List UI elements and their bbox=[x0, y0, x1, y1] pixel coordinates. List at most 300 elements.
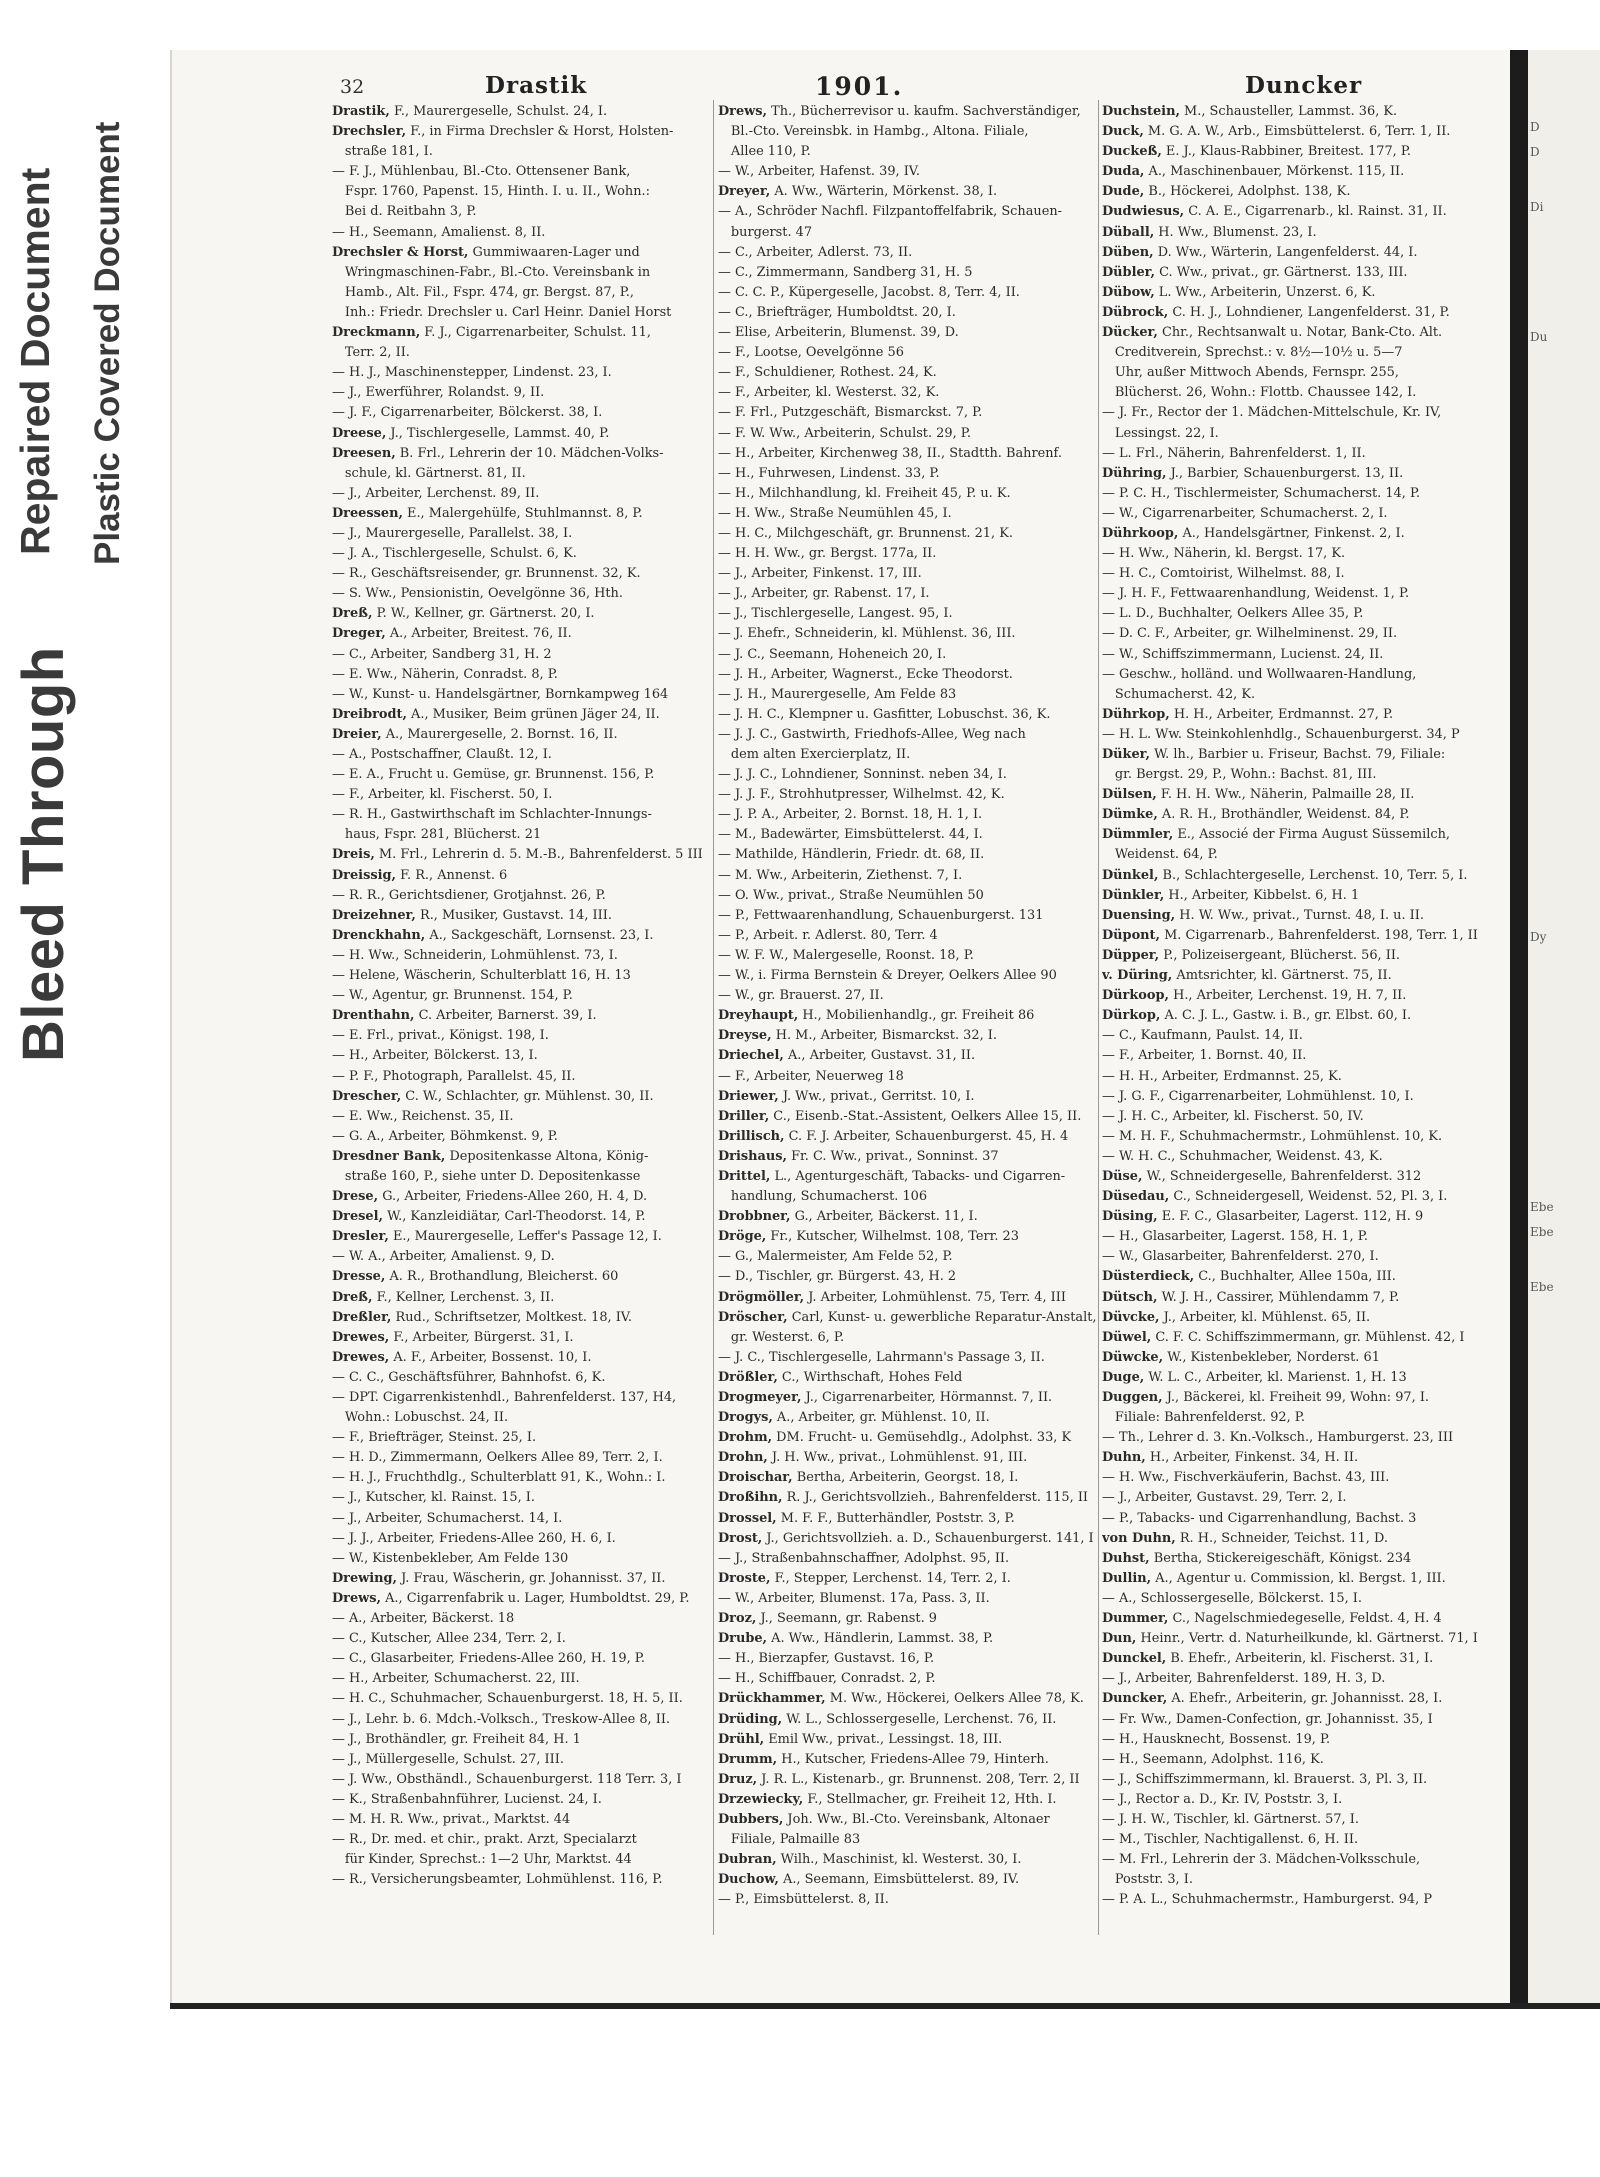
directory-entry: Driechel, A., Arbeiter, Gustavst. 31, II. bbox=[718, 1048, 976, 1064]
entry-surname: Dreyer, bbox=[718, 184, 771, 200]
directory-entry: — J. Ww., Obsthändl., Schauenburgerst. 118 Terr. 3, I bbox=[332, 1771, 682, 1787]
entry-surname: Drößler, bbox=[718, 1369, 778, 1385]
directory-entry: Drechsler, F., in Firma Drechsler & Horst, Holsten- bbox=[332, 124, 674, 140]
directory-entry: Dümmler, E., Associé der Firma August Süssemilch, bbox=[1102, 827, 1450, 843]
entry-surname: Drühl, bbox=[718, 1731, 765, 1747]
entry-surname: Drenckhahn, bbox=[332, 927, 426, 943]
header-left-word: Drastik bbox=[485, 72, 588, 99]
entry-surname: Duckeß, bbox=[1102, 144, 1162, 160]
entry-surname: Dümmler, bbox=[1102, 827, 1174, 843]
directory-entry: — M., Badewärter, Eimsbüttelerst. 44, I. bbox=[718, 827, 983, 843]
entry-surname: Dullin, bbox=[1102, 1570, 1152, 1586]
directory-entry: — W., Kistenbekleber, Am Felde 130 bbox=[332, 1550, 569, 1566]
watermark-bleed-through: Bleed Through bbox=[11, 646, 76, 1062]
entry-surname: Dreizehner, bbox=[332, 907, 416, 923]
directory-entry: — P. A. L., Schuhmachermstr., Hamburgerst. 94, P bbox=[1102, 1892, 1433, 1908]
directory-entry: Dröscher, Carl, Kunst- u. gewerbliche Reparatur-Anstalt, bbox=[718, 1309, 1096, 1325]
directory-entry: Drews, Th., Bücherrevisor u. kaufm. Sachverständiger, bbox=[718, 104, 1081, 119]
entry-surname: von Duhn, bbox=[1102, 1530, 1176, 1546]
entry-surname: Düse, bbox=[1102, 1168, 1143, 1184]
adjacent-page-fragment: Du bbox=[1530, 330, 1548, 344]
directory-entry: — R. R., Gerichtsdiener, Grotjahnst. 26, P. bbox=[332, 887, 606, 903]
directory-entry: Duggen, J., Bäckerei, kl. Freiheit 99, Wohn: 97, I. bbox=[1102, 1390, 1430, 1405]
directory-entry: — P. F., Photograph, Parallelst. 45, II. bbox=[332, 1068, 576, 1084]
directory-entry: straße 160, P., siehe unter D. Depositenkasse bbox=[332, 1168, 641, 1184]
directory-entry: — H. Ww., Schneiderin, Lohmühlenst. 73, I. bbox=[332, 947, 618, 963]
directory-entry: — H. C., Comtoirist, Wilhelmst. 88, I. bbox=[1102, 566, 1345, 582]
directory-entry: — F. Frl., Putzgeschäft, Bismarckst. 7, P. bbox=[718, 405, 983, 421]
directory-entry: — J., Arbeiter, Schumacherst. 14, I. bbox=[332, 1510, 563, 1526]
entry-surname: Duck, bbox=[1102, 124, 1144, 140]
directory-entry: — H. J., Maschinenstepper, Lindenst. 23, I. bbox=[332, 365, 612, 381]
directory-entry: — A., Postschaffner, Claußt. 12, I. bbox=[332, 747, 552, 762]
entry-surname: Dütsch, bbox=[1102, 1289, 1158, 1305]
entry-surname: Dünkel, bbox=[1102, 867, 1159, 883]
directory-entry: Drittel, L., Agenturgeschäft, Tabacks- und Cigarren- bbox=[718, 1168, 1066, 1184]
entry-surname: Duggen, bbox=[1102, 1390, 1163, 1405]
directory-entry: — H. D., Zimmermann, Oelkers Allee 89, Terr. 2, I. bbox=[332, 1450, 663, 1466]
entry-surname: Duchow, bbox=[718, 1872, 779, 1888]
directory-entry: — H., Fuhrwesen, Lindenst. 33, P. bbox=[718, 465, 940, 481]
entry-surname: Drückhammer, bbox=[718, 1691, 826, 1707]
adjacent-page-fragment: D bbox=[1530, 120, 1540, 134]
entry-surname: Drogys, bbox=[718, 1410, 773, 1426]
entry-surname: Düwcke, bbox=[1102, 1349, 1164, 1365]
directory-entry: — F., Briefträger, Steinst. 25, I. bbox=[332, 1430, 537, 1446]
directory-entry: — L. Frl., Näherin, Bahrenfelderst. 1, II. bbox=[1102, 445, 1366, 461]
directory-entry: straße 181, I. bbox=[332, 144, 433, 160]
entry-surname: Drossel, bbox=[718, 1510, 777, 1526]
directory-entry: Dummer, C., Nagelschmiedegeselle, Feldst. 4, H. 4 bbox=[1102, 1611, 1442, 1627]
directory-entry: — J. A., Tischlergeselle, Schulst. 6, K. bbox=[332, 546, 577, 562]
directory-entry: — S. Ww., Pensionistin, Oevelgönne 36, Hth. bbox=[332, 586, 623, 602]
column-divider bbox=[713, 100, 714, 1935]
directory-entry: Dreyer, A. Ww., Wärterin, Mörkenst. 38, I. bbox=[718, 184, 998, 200]
directory-entry: — J. H. F., Fettwaarenhandlung, Weidenst. 1, P. bbox=[1102, 586, 1410, 602]
directory-entry: Drastik, F., Maurergeselle, Schulst. 24, I. bbox=[332, 104, 608, 119]
directory-entry: — H. H. Ww., gr. Bergst. 177a, II. bbox=[718, 546, 937, 562]
directory-entry: Düpper, P., Polizeisergeant, Blücherst. 56, II. bbox=[1102, 947, 1401, 963]
directory-entry: Poststr. 3, I. bbox=[1102, 1872, 1193, 1888]
entry-surname: Duhst, bbox=[1102, 1550, 1150, 1566]
directory-entry: — P., Fettwaarenhandlung, Schauenburgerst. 131 bbox=[718, 907, 1044, 923]
directory-entry: — F., Arbeiter, kl. Westerst. 32, K. bbox=[718, 385, 940, 401]
directory-entry: — P., Tabacks- und Cigarrenhandlung, Bachst. 3 bbox=[1102, 1510, 1417, 1526]
directory-entry: Filiale: Bahrenfelderst. 92, P. bbox=[1102, 1410, 1305, 1426]
entry-surname: Dreier, bbox=[332, 726, 382, 742]
entry-surname: Drohn, bbox=[718, 1450, 768, 1466]
directory-entry: Dünkler, H., Arbeiter, Kibbelst. 6, H. 1 bbox=[1102, 887, 1360, 903]
entry-surname: Drüding, bbox=[718, 1711, 783, 1727]
entry-surname: Dübrock, bbox=[1102, 304, 1169, 320]
entry-surname: Dümke, bbox=[1102, 807, 1158, 823]
directory-entry: — Fr. Ww., Damen-Confection, gr. Johannisst. 35, I bbox=[1102, 1711, 1433, 1727]
directory-entry: Duhn, H., Arbeiter, Finkenst. 34, H. II. bbox=[1102, 1450, 1359, 1466]
directory-entry: — R. H., Gastwirthschaft im Schlachter-Innungs- bbox=[332, 807, 652, 823]
entry-surname: Dude, bbox=[1102, 184, 1145, 200]
directory-entry: Drossel, M. F. F., Butterhändler, Poststr. 3, P. bbox=[718, 1510, 1015, 1526]
directory-entry: Drühl, Emil Ww., privat., Lessingst. 18, III. bbox=[718, 1731, 1003, 1747]
adjacent-page-fragment: Di bbox=[1530, 200, 1544, 214]
directory-entry: — H. L. Ww. Steinkohlenhdlg., Schauenburgerst. 34, P bbox=[1102, 726, 1460, 742]
directory-entry: Dreyse, H. M., Arbeiter, Bismarckst. 32, I. bbox=[718, 1028, 997, 1044]
page-number: 32 bbox=[340, 76, 365, 98]
entry-surname: v. Düring, bbox=[1102, 968, 1173, 984]
entry-surname: Duncker, bbox=[1102, 1691, 1168, 1707]
directory-entry: Düwcke, W., Kistenbekleber, Norderst. 61 bbox=[1102, 1349, 1380, 1365]
directory-entry: Düsedau, C., Schneidergesell, Weidenst. 52, Pl. 3, I. bbox=[1102, 1189, 1448, 1205]
directory-entry: Drenthahn, C. Arbeiter, Barnerst. 39, I. bbox=[332, 1008, 597, 1024]
entry-surname: Düben, bbox=[1102, 244, 1154, 260]
directory-entry: — C., Briefträger, Humboldtst. 20, I. bbox=[718, 304, 956, 320]
entry-surname: Duchstein, bbox=[1102, 104, 1180, 119]
directory-entry: Uhr, außer Mittwoch Abends, Fernspr. 255, bbox=[1102, 365, 1399, 381]
directory-entry: Creditverein, Sprechst.: v. 8½—10½ u. 5—7 bbox=[1102, 345, 1403, 361]
directory-entry: — C., Kutscher, Allee 234, Terr. 2, I. bbox=[332, 1631, 566, 1647]
adjacent-page-fragment: Ebe bbox=[1530, 1280, 1554, 1294]
directory-column-2 bbox=[718, 102, 1096, 1910]
directory-entry: — H., Milchhandlung, kl. Freiheit 45, P. u. K. bbox=[718, 485, 1011, 501]
entry-surname: Drube, bbox=[718, 1631, 768, 1647]
directory-entry: — H. C., Schuhmacher, Schauenburgerst. 18, H. 5, II. bbox=[332, 1691, 683, 1707]
entry-surname: Drögmöller, bbox=[718, 1289, 805, 1305]
directory-entry: — J., Arbeiter, gr. Rabenst. 17, I. bbox=[718, 586, 930, 602]
directory-entry: — W., Kunst- u. Handelsgärtner, Bornkampweg 164 bbox=[332, 686, 669, 702]
entry-surname: Dührkop, bbox=[1102, 706, 1170, 722]
adjacent-page-fragment: Ebe bbox=[1530, 1225, 1554, 1239]
directory-entry: — J. C., Seemann, Hoheneich 20, I. bbox=[718, 646, 947, 662]
directory-entry: — H., Glasarbeiter, Lagerst. 158, H. 1, P. bbox=[1102, 1229, 1368, 1245]
directory-entry: Terr. 2, II. bbox=[332, 345, 410, 361]
directory-entry: Drillisch, C. F. J. Arbeiter, Schauenburgerst. 45, H. 4 bbox=[718, 1128, 1069, 1144]
adjacent-page-fragment: Dy bbox=[1530, 930, 1547, 944]
directory-entry: Dümke, A. R. H., Brothändler, Weidenst. 84, P. bbox=[1102, 807, 1410, 823]
scan-bottom-edge bbox=[170, 2003, 1600, 2009]
directory-entry: — M., Tischler, Nachtigallenst. 6, H. II. bbox=[1102, 1832, 1359, 1848]
directory-entry: Dührkop, H. H., Arbeiter, Erdmannst. 27, P. bbox=[1102, 706, 1394, 722]
entry-surname: Driewer, bbox=[718, 1088, 779, 1104]
entry-surname: Dummer, bbox=[1102, 1611, 1169, 1627]
directory-entry: — H., Arbeiter, Bölckerst. 13, I. bbox=[332, 1048, 538, 1064]
directory-entry: Dreger, A., Arbeiter, Breitest. 76, II. bbox=[332, 626, 572, 642]
directory-entry: Dreckmann, F. J., Cigarrenarbeiter, Schulst. 11, bbox=[332, 325, 651, 341]
directory-entry: — J., Schiffszimmermann, kl. Brauerst. 3, Pl. 3, II. bbox=[1102, 1771, 1428, 1787]
entry-surname: Drewes, bbox=[332, 1349, 390, 1365]
directory-entry: Schumacherst. 42, K. bbox=[1102, 686, 1256, 702]
directory-entry: gr. Westerst. 6, P. bbox=[718, 1329, 845, 1345]
entry-surname: Drastik, bbox=[332, 104, 390, 119]
directory-entry: Bei d. Reitbahn 3, P. bbox=[332, 204, 477, 220]
directory-entry: Dreese, J., Tischlergeselle, Lammst. 40, P. bbox=[332, 425, 610, 441]
directory-entry: — F., Arbeiter, Neuerweg 18 bbox=[718, 1068, 904, 1084]
entry-surname: Dührkoop, bbox=[1102, 525, 1179, 541]
directory-entry: — J. J. F., Strohhutpresser, Wilhelmst. 42, K. bbox=[718, 787, 1005, 803]
directory-entry: Duhst, Bertha, Stickereigeschäft, Königst. 234 bbox=[1102, 1550, 1412, 1566]
entry-surname: Düker, bbox=[1102, 747, 1151, 762]
directory-entry: — DPT. Cigarrenkistenhdl., Bahrenfelderst. 137, H4, bbox=[332, 1390, 677, 1405]
directory-entry: — D., Tischler, gr. Bürgerst. 43, H. 2 bbox=[718, 1269, 957, 1285]
entry-surname: Dubbers, bbox=[718, 1811, 784, 1827]
entry-surname: Dreyse, bbox=[718, 1028, 772, 1044]
entry-surname: Duhn, bbox=[1102, 1450, 1146, 1466]
directory-entry: — H., Arbeiter, Kirchenweg 38, II., Stadtth. Bahrenf. bbox=[718, 445, 1062, 461]
directory-entry: — W., Arbeiter, Hafenst. 39, IV. bbox=[718, 164, 920, 180]
entry-surname: Dübler, bbox=[1102, 264, 1156, 280]
directory-entry: Dresel, W., Kanzleidiätar, Carl-Theodorst. 14, P. bbox=[332, 1209, 646, 1225]
watermark-repaired-document: Repaired Document bbox=[12, 167, 58, 555]
entry-surname: Drzewiecky, bbox=[718, 1791, 804, 1807]
directory-entry: Duckeß, E. J., Klaus-Rabbiner, Breitest. 177, P. bbox=[1102, 144, 1412, 160]
entry-surname: Droz, bbox=[718, 1611, 757, 1627]
directory-entry: — W., i. Firma Bernstein & Dreyer, Oelkers Allee 90 bbox=[718, 968, 1057, 984]
entry-surname: Dreß, bbox=[332, 1289, 373, 1305]
directory-entry: — J., Brothändler, gr. Freiheit 84, H. 1 bbox=[332, 1731, 581, 1747]
entry-surname: Düball, bbox=[1102, 224, 1155, 240]
directory-entry: Drumm, H., Kutscher, Friedens-Allee 79, Hinterh. bbox=[718, 1751, 1049, 1767]
directory-entry: Düwel, C. F. C. Schiffszimmermann, gr. Mühlenst. 42, I bbox=[1102, 1329, 1465, 1345]
entry-surname: Drewing, bbox=[332, 1570, 398, 1586]
directory-entry: Dreßler, Rud., Schriftsetzer, Moltkest. 18, IV. bbox=[332, 1309, 632, 1325]
directory-entry: Dührkoop, A., Handelsgärtner, Finkenst. 2, I. bbox=[1102, 525, 1405, 541]
entry-surname: Düpper, bbox=[1102, 947, 1160, 963]
entry-surname: Drillisch, bbox=[718, 1128, 785, 1144]
directory-entry: Duda, A., Maschinenbauer, Mörkenst. 115, II. bbox=[1102, 164, 1405, 180]
entry-surname: Drews, bbox=[332, 1590, 382, 1606]
directory-entry: Weidenst. 64, P. bbox=[1102, 847, 1218, 863]
entry-surname: Drenthahn, bbox=[332, 1008, 415, 1024]
entry-surname: Drechsler & Horst, bbox=[332, 244, 469, 260]
directory-entry: dem alten Exercierplatz, II. bbox=[718, 747, 911, 762]
directory-entry: — F., Arbeiter, kl. Fischerst. 50, I. bbox=[332, 787, 553, 803]
directory-entry: — H. Ww., Fischverkäuferin, Bachst. 43, III. bbox=[1102, 1470, 1390, 1486]
directory-entry: — H. C., Milchgeschäft, gr. Brunnenst. 21, K. bbox=[718, 525, 1013, 541]
directory-entry: — F. J., Mühlenbau, Bl.-Cto. Ottensener Bank, bbox=[332, 164, 631, 180]
entry-surname: Drogmeyer, bbox=[718, 1390, 802, 1405]
directory-entry: schule, kl. Gärtnerst. 81, II. bbox=[332, 465, 526, 481]
entry-surname: Dunckel, bbox=[1102, 1651, 1167, 1667]
directory-entry: Inh.: Friedr. Drechsler u. Carl Heinr. Daniel Horst bbox=[332, 304, 672, 320]
entry-surname: Dreis, bbox=[332, 847, 375, 863]
directory-entry: Drescher, C. W., Schlachter, gr. Mühlenst. 30, II. bbox=[332, 1088, 654, 1104]
directory-entry: — D. C. F., Arbeiter, gr. Wilhelminenst. 29, II. bbox=[1102, 626, 1398, 642]
directory-entry: für Kinder, Sprechst.: 1—2 Uhr, Marktst. 44 bbox=[332, 1852, 632, 1868]
entry-surname: Duda, bbox=[1102, 164, 1145, 180]
entry-surname: Düpont, bbox=[1102, 927, 1160, 943]
directory-entry: — J., Arbeiter, Finkenst. 17, III. bbox=[718, 566, 922, 582]
entry-surname: Dresse, bbox=[332, 1269, 386, 1285]
directory-entry: — Helene, Wäscherin, Schulterblatt 16, H. 13 bbox=[332, 968, 631, 984]
directory-entry: Lessingst. 22, I. bbox=[1102, 425, 1219, 441]
directory-entry: Dürkoop, H., Arbeiter, Lerchenst. 19, H. 7, II. bbox=[1102, 988, 1407, 1004]
directory-entry: Düben, D. Ww., Wärterin, Langenfelderst. 44, I. bbox=[1102, 244, 1418, 260]
directory-entry: — H., Seemann, Adolphst. 116, K. bbox=[1102, 1751, 1324, 1767]
directory-entry: — Mathilde, Händlerin, Friedr. dt. 68, II. bbox=[718, 847, 985, 863]
directory-entry: — J. H. W., Tischler, kl. Gärtnerst. 57, I. bbox=[1102, 1811, 1359, 1827]
entry-surname: Dreyhaupt, bbox=[718, 1008, 799, 1024]
directory-entry: Dresdner Bank, Depositenkasse Altona, König- bbox=[332, 1148, 649, 1164]
directory-entry: Drewes, F., Arbeiter, Bürgerst. 31, I. bbox=[332, 1329, 574, 1345]
entry-surname: Dröge, bbox=[718, 1229, 767, 1245]
entry-surname: Droste, bbox=[718, 1570, 771, 1586]
directory-entry: — M. H. R. Ww., privat., Marktst. 44 bbox=[332, 1811, 571, 1827]
directory-entry: — F., Arbeiter, 1. Bornst. 40, II. bbox=[1102, 1048, 1307, 1064]
directory-entry: — H. Ww., Straße Neumühlen 45, I. bbox=[718, 505, 952, 521]
directory-entry: Drückhammer, M. Ww., Höckerei, Oelkers Allee 78, K. bbox=[718, 1691, 1084, 1707]
entry-surname: Düwel, bbox=[1102, 1329, 1152, 1345]
directory-entry: — C., Glasarbeiter, Friedens-Allee 260, H. 19, P. bbox=[332, 1651, 645, 1667]
entry-surname: Drechsler, bbox=[332, 124, 407, 140]
directory-entry: — J. Fr., Rector der 1. Mädchen-Mittelschule, Kr. IV, bbox=[1102, 405, 1442, 421]
entry-surname: Dünkler, bbox=[1102, 887, 1165, 903]
entry-surname: Dröscher, bbox=[718, 1309, 788, 1325]
entry-surname: Driller, bbox=[718, 1108, 770, 1124]
directory-entry: Düse, W., Schneidergeselle, Bahrenfelderst. 312 bbox=[1102, 1168, 1422, 1184]
directory-entry: Duensing, H. W. Ww., privat., Turnst. 48, I. u. II. bbox=[1102, 907, 1424, 923]
entry-surname: Dülsen, bbox=[1102, 787, 1157, 803]
directory-entry: — F., Lootse, Oevelgönne 56 bbox=[718, 345, 904, 361]
directory-entry: — J. J., Arbeiter, Friedens-Allee 260, H. 6, I. bbox=[332, 1530, 616, 1546]
directory-entry: — M. H. F., Schuhmachermstr., Lohmühlenst. 10, K. bbox=[1102, 1128, 1443, 1144]
header-year: 1901. bbox=[815, 72, 904, 101]
directory-entry: Dude, B., Höckerei, Adolphst. 138, K. bbox=[1102, 184, 1351, 200]
directory-entry: Drohm, DM. Frucht- u. Gemüsehdlg., Adolphst. 33, K bbox=[718, 1430, 1072, 1446]
directory-entry: Dullin, A., Agentur u. Commission, kl. Bergst. 1, III. bbox=[1102, 1570, 1446, 1586]
directory-entry: — J., Arbeiter, Bahrenfelderst. 189, H. 3, D. bbox=[1102, 1671, 1386, 1687]
directory-entry: Droischar, Bertha, Arbeiterin, Georgst. 18, I. bbox=[718, 1470, 1019, 1486]
entry-surname: Dun, bbox=[1102, 1631, 1137, 1647]
directory-entry: Duchow, A., Seemann, Eimsbüttelerst. 89, IV. bbox=[718, 1872, 1020, 1888]
entry-surname: Dürkop, bbox=[1102, 1008, 1161, 1024]
entry-surname: Drescher, bbox=[332, 1088, 402, 1104]
entry-surname: Drishaus, bbox=[718, 1148, 787, 1164]
watermark-plastic-covered: Plastic Covered Document bbox=[88, 121, 127, 565]
directory-entry: — J., Tischlergeselle, Langest. 95, I. bbox=[718, 606, 953, 622]
directory-entry: Dun, Heinr., Vertr. d. Naturheilkunde, kl. Gärtnerst. 71, I bbox=[1102, 1631, 1478, 1647]
directory-entry: — O. Ww., privat., Straße Neumühlen 50 bbox=[718, 887, 984, 903]
directory-entry: Dülsen, F. H. H. Ww., Näherin, Palmaille 28, II. bbox=[1102, 787, 1415, 803]
directory-entry: — E. Ww., Näherin, Conradst. 8, P. bbox=[332, 666, 558, 682]
directory-entry: — W. A., Arbeiter, Amalienst. 9, D. bbox=[332, 1249, 555, 1265]
directory-entry: — H. H., Arbeiter, Erdmannst. 25, K. bbox=[1102, 1068, 1342, 1084]
directory-entry: — W., Arbeiter, Blumenst. 17a, Pass. 3, II. bbox=[718, 1590, 990, 1606]
directory-entry: — E. Frl., privat., Königst. 198, I. bbox=[332, 1028, 549, 1044]
directory-entry: — W., Cigarrenarbeiter, Schumacherst. 2, I. bbox=[1102, 505, 1388, 521]
directory-entry: — F. W. Ww., Arbeiterin, Schulst. 29, P. bbox=[718, 425, 971, 441]
directory-entry: — W., gr. Brauerst. 27, II. bbox=[718, 988, 884, 1004]
directory-column-3 bbox=[1102, 102, 1480, 1910]
directory-entry: — J. C., Tischlergeselle, Lahrmann's Passage 3, II. bbox=[718, 1349, 1045, 1365]
entry-surname: Dresel, bbox=[332, 1209, 384, 1225]
directory-entry: — M. Frl., Lehrerin der 3. Mädchen-Volksschule, bbox=[1102, 1852, 1421, 1868]
directory-entry: Dübow, L. Ww., Arbeiterin, Unzerst. 6, K. bbox=[1102, 284, 1376, 300]
directory-entry: — J. H., Arbeiter, Wagnerst., Ecke Theodorst. bbox=[718, 666, 1013, 682]
entry-surname: Drewes, bbox=[332, 1329, 390, 1345]
directory-entry: — F., Schuldiener, Rothest. 24, K. bbox=[718, 365, 937, 381]
directory-entry: Düsing, E. F. C., Glasarbeiter, Lagerst. 112, H. 9 bbox=[1102, 1209, 1424, 1225]
entry-surname: Droßihn, bbox=[718, 1490, 783, 1506]
directory-entry: Drogmeyer, J., Cigarrenarbeiter, Hörmannst. 7, II. bbox=[718, 1390, 1053, 1405]
directory-entry: Dunckel, B. Ehefr., Arbeiterin, kl. Fischerst. 31, I. bbox=[1102, 1651, 1434, 1667]
directory-entry: Duge, W. L. C., Arbeiter, kl. Marienst. 1, H. 13 bbox=[1102, 1369, 1407, 1385]
directory-entry: Dröge, Fr., Kutscher, Wilhelmst. 108, Terr. 23 bbox=[718, 1229, 1019, 1245]
directory-entry: Dubran, Wilh., Maschinist, kl. Westerst. 30, I. bbox=[718, 1852, 1022, 1868]
directory-entry: — A., Arbeiter, Bäckerst. 18 bbox=[332, 1611, 515, 1627]
entry-surname: Drese, bbox=[332, 1189, 379, 1205]
entry-surname: Düvcke, bbox=[1102, 1309, 1160, 1325]
directory-entry: Drese, G., Arbeiter, Friedens-Allee 260, H. 4, D. bbox=[332, 1189, 648, 1205]
directory-entry: — J. F., Cigarrenarbeiter, Bölckerst. 38, I. bbox=[332, 405, 603, 421]
directory-entry: Duck, M. G. A. W., Arb., Eimsbüttelerst. 6, Terr. 1, II. bbox=[1102, 124, 1451, 140]
entry-surname: Drittel, bbox=[718, 1168, 771, 1184]
directory-entry: — C., Arbeiter, Adlerst. 73, II. bbox=[718, 244, 913, 260]
directory-entry: — H., Seemann, Amalienst. 8, II. bbox=[332, 224, 546, 240]
book-gutter bbox=[1510, 50, 1528, 2005]
directory-entry: — E. Ww., Reichenst. 35, II. bbox=[332, 1108, 514, 1124]
directory-entry: Dütsch, W. J. H., Cassirer, Mühlendamm 7, P. bbox=[1102, 1289, 1400, 1305]
directory-entry: — J. P. A., Arbeiter, 2. Bornst. 18, H. 1, I. bbox=[718, 807, 983, 823]
directory-entry: — J. H., Maurergeselle, Am Felde 83 bbox=[718, 686, 957, 702]
directory-entry: Dresler, E., Maurergeselle, Leffer's Passage 12, I. bbox=[332, 1229, 662, 1245]
directory-entry: — C., Arbeiter, Sandberg 31, H. 2 bbox=[332, 646, 552, 662]
directory-entry: — K., Straßenbahnführer, Lucienst. 24, I. bbox=[332, 1791, 602, 1807]
directory-entry: — J., Lehr. b. 6. Mdch.-Volksch., Treskow-Allee 8, II. bbox=[332, 1711, 671, 1727]
directory-entry: Droz, J., Seemann, gr. Rabenst. 9 bbox=[718, 1611, 937, 1627]
directory-entry: — J., Straßenbahnschaffner, Adolphst. 95, II. bbox=[718, 1550, 1010, 1566]
directory-entry: burgerst. 47 bbox=[718, 224, 813, 240]
directory-entry: — A., Schröder Nachfl. Filzpantoffelfabrik, Schauen- bbox=[718, 204, 1062, 220]
directory-entry: Dresse, A. R., Brothandlung, Bleicherst. 60 bbox=[332, 1269, 619, 1285]
entry-surname: Dresdner Bank, bbox=[332, 1148, 446, 1164]
directory-entry: — P., Arbeit. r. Adlerst. 80, Terr. 4 bbox=[718, 927, 938, 943]
entry-surname: Drumm, bbox=[718, 1751, 778, 1767]
entry-surname: Dreß, bbox=[332, 606, 373, 622]
entry-surname: Drobbner, bbox=[718, 1209, 791, 1225]
directory-entry: — M. Ww., Arbeiterin, Ziethenst. 7, I. bbox=[718, 867, 963, 883]
directory-entry: Dreis, M. Frl., Lehrerin d. 5. M.-B., Bahrenfelderst. 5 III bbox=[332, 847, 703, 863]
directory-entry: Drews, A., Cigarrenfabrik u. Lager, Humboldtst. 29, P. bbox=[332, 1590, 690, 1606]
directory-entry: — W., Agentur, gr. Brunnenst. 154, P. bbox=[332, 988, 573, 1004]
directory-entry: — E. A., Frucht u. Gemüse, gr. Brunnenst. 156, P. bbox=[332, 767, 655, 783]
entry-surname: Driechel, bbox=[718, 1048, 784, 1064]
directory-entry: Drewes, A. F., Arbeiter, Bossenst. 10, I. bbox=[332, 1349, 592, 1365]
directory-entry: Drobbner, G., Arbeiter, Bäckerst. 11, I. bbox=[718, 1209, 978, 1225]
directory-entry: v. Düring, Amtsrichter, kl. Gärtnerst. 75, II. bbox=[1102, 968, 1392, 984]
directory-entry: Droste, F., Stepper, Lerchenst. 14, Terr. 2, I. bbox=[718, 1570, 1011, 1586]
directory-entry: — C., Kaufmann, Paulst. 14, II. bbox=[1102, 1028, 1303, 1044]
directory-entry: — J., Arbeiter, Gustavst. 29, Terr. 2, I. bbox=[1102, 1490, 1347, 1506]
column-divider bbox=[1098, 100, 1099, 1935]
header-right-word: Duncker bbox=[1245, 72, 1363, 99]
directory-entry: Bl.-Cto. Vereinsbk. in Hambg., Altona. Filiale, bbox=[718, 124, 1029, 140]
entry-surname: Drohm, bbox=[718, 1430, 773, 1446]
directory-entry: — J., Maurergeselle, Parallelst. 38, I. bbox=[332, 525, 573, 541]
entry-surname: Dücker, bbox=[1102, 325, 1158, 341]
directory-entry: — C., Zimmermann, Sandberg 31, H. 5 bbox=[718, 264, 973, 280]
entry-surname: Dreissig, bbox=[332, 867, 396, 883]
directory-entry: — W., Schiffszimmermann, Lucienst. 24, II. bbox=[1102, 646, 1384, 662]
directory-entry: Dünkel, B., Schlachtergeselle, Lerchenst. 10, Terr. 5, I. bbox=[1102, 867, 1468, 883]
entry-surname: Dühring, bbox=[1102, 465, 1167, 481]
entry-surname: Drost, bbox=[718, 1530, 763, 1546]
directory-entry: Drößler, C., Wirthschaft, Hohes Feld bbox=[718, 1369, 963, 1385]
directory-entry: Drube, A. Ww., Händlerin, Lammst. 38, P. bbox=[718, 1631, 994, 1647]
directory-column-1 bbox=[332, 102, 710, 1890]
directory-entry: — R., Versicherungsbeamter, Lohmühlenst. 116, P. bbox=[332, 1872, 663, 1888]
directory-entry: — H., Arbeiter, Schumacherst. 22, III. bbox=[332, 1671, 580, 1687]
directory-entry: Wohn.: Lobuschst. 24, II. bbox=[332, 1410, 509, 1426]
directory-entry: — J., Rector a. D., Kr. IV, Poststr. 3, I. bbox=[1102, 1791, 1343, 1807]
directory-entry: — J., Ewerführer, Rolandst. 9, II. bbox=[332, 385, 545, 401]
